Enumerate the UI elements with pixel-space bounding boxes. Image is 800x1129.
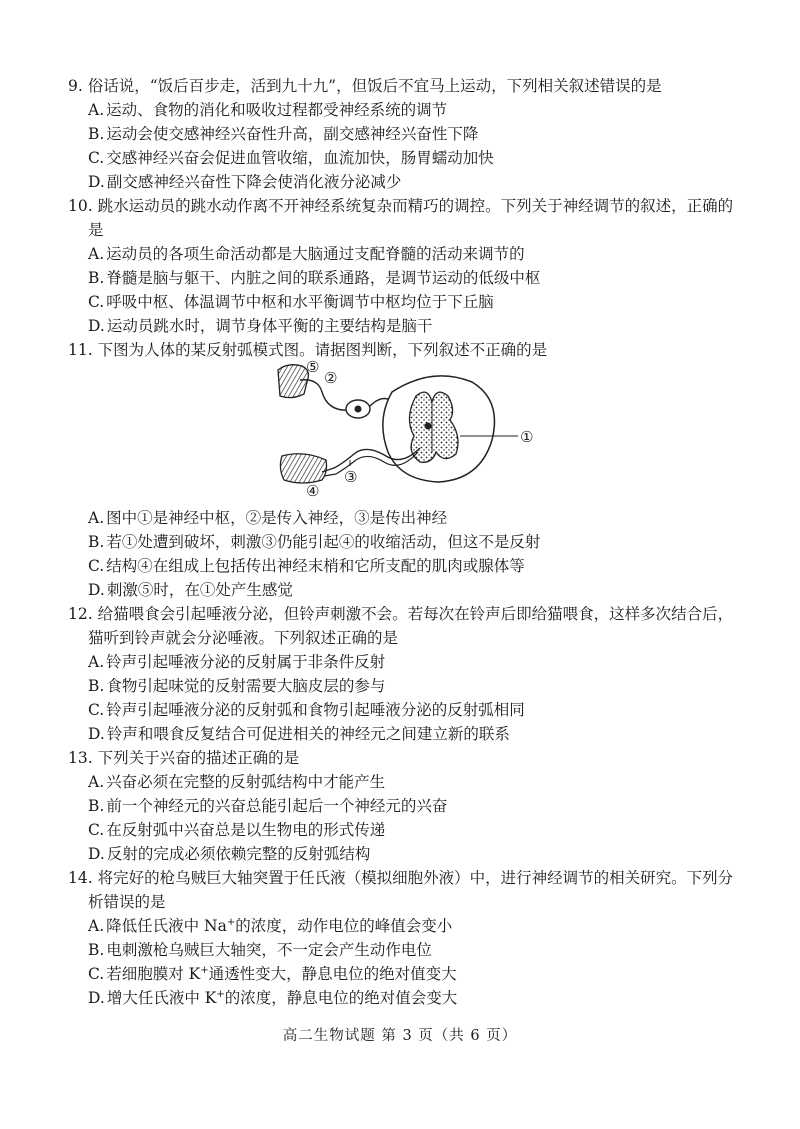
question-10-option-b: B. 脊髓是脑与躯干、内脏之间的联系通路，是调节运动的低级中枢 [88,269,541,287]
question-11-option-b: B. 若①处遭到破坏，刺激③仍能引起④的收缩活动，但这不是反射 [88,533,541,551]
question-14-option-c: C. 若细胞膜对 K+通透性变大，静息电位的绝对值变大 [88,964,457,983]
question-14-stem-line2: 析错误的是 [88,893,166,911]
question-9-option-c: C. 交感神经兴奋会促进血管收缩，血流加快，肠胃蠕动加快 [88,149,494,167]
question-12-option-c: C. 铃声引起唾液分泌的反射弧和食物引起唾液分泌的反射弧相同 [88,701,525,719]
question-10-stem-line1: 10. 跳水运动员的跳水动作离不开神经系统复杂而精巧的调控。下列关于神经调节的叙述，正确的 [68,197,734,215]
question-12-option-a: A. 铃声引起唾液分泌的反射属于非条件反射 [88,653,386,671]
spinal-cord [383,376,495,482]
reflex-arc-diagram [270,356,560,498]
question-12-option-d: D. 铃声和喂食反复结合可促进相关的神经元之间建立新的联系 [88,725,510,743]
label-5: ⑤ [306,358,320,376]
question-10-stem-line2: 是 [88,221,104,239]
question-14-option-d: D. 增大任氏液中 K+的浓度，静息电位的绝对值会变大 [88,988,458,1007]
question-11-option-d: D. 刺激⑤时，在①处产生感觉 [88,581,293,599]
question-13-option-b: B. 前一个神经元的兴奋总能引起后一个神经元的兴奋 [88,797,448,815]
question-11-stem: 11. 下图为人体的某反射弧模式图。请据图判断，下列叙述不正确的是 [68,341,548,359]
label-1: ① [520,428,534,446]
effector-muscle [280,454,326,483]
question-9-stem: 9. 俗话说，“饭后百步走，活到九十九”，但饭后不宜马上运动，下列相关叙述错误的是 [68,77,662,95]
question-12-stem-line1: 12. 给猫喂食会引起唾液分泌，但铃声刺激不会。若每次在铃声后即给猫喂食，这样多次结合后， [68,605,734,623]
question-10-option-a: A. 运动员的各项生命活动都是大脑通过支配脊髓的活动来调节的 [88,245,525,263]
label-3: ③ [344,468,358,486]
question-9-option-b: B. 运动会使交感神经兴奋性升高，副交感神经兴奋性下降 [88,125,479,143]
label-4: ④ [306,482,320,498]
question-14-option-b: B. 电刺激枪乌贼巨大轴突，不一定会产生动作电位 [88,941,432,959]
question-14-stem-line1: 14. 将完好的枪乌贼巨大轴突置于任氏液（模拟细胞外液）中，进行神经调节的相关研究。下列分 [68,869,734,887]
question-11-option-a: A. 图中①是神经中枢，②是传入神经，③是传出神经 [88,509,448,527]
dorsal-root-ganglion [346,400,370,418]
question-14-option-a: A. 降低任氏液中 Na+的浓度，动作电位的峰值会变小 [88,916,453,935]
question-9-option-a: A. 运动、食物的消化和吸收过程都受神经系统的调节 [88,101,448,119]
label-2: ② [324,369,338,387]
question-11-option-c: C. 结构④在组成上包括传出神经末梢和它所支配的肌肉或腺体等 [88,557,525,575]
question-12-stem-line2: 猫听到铃声就会分泌唾液。下列叙述正确的是 [88,629,399,647]
receptor-skin [278,365,308,398]
question-13-option-a: A. 兴奋必须在完整的反射弧结构中才能产生 [88,773,386,791]
page-footer: 高二生物试题 第 3 页（共 6 页） [282,1028,518,1044]
question-9-option-d: D. 副交感神经兴奋性下降会使消化液分泌减少 [88,173,402,191]
question-13-option-d: D. 反射的完成必须依赖完整的反射弧结构 [88,845,371,863]
question-12-option-b: B. 食物引起味觉的反射需要大脑皮层的参与 [88,677,386,695]
question-13-stem: 13. 下列关于兴奋的描述正确的是 [68,749,300,767]
question-10-option-d: D. 运动员跳水时，调节身体平衡的主要结构是脑干 [88,317,433,335]
question-13-option-c: C. 在反射弧中兴奋总是以生物电的形式传递 [88,821,386,839]
question-10-option-c: C. 呼吸中枢、体温调节中枢和水平衡调节中枢均位于下丘脑 [88,293,494,311]
